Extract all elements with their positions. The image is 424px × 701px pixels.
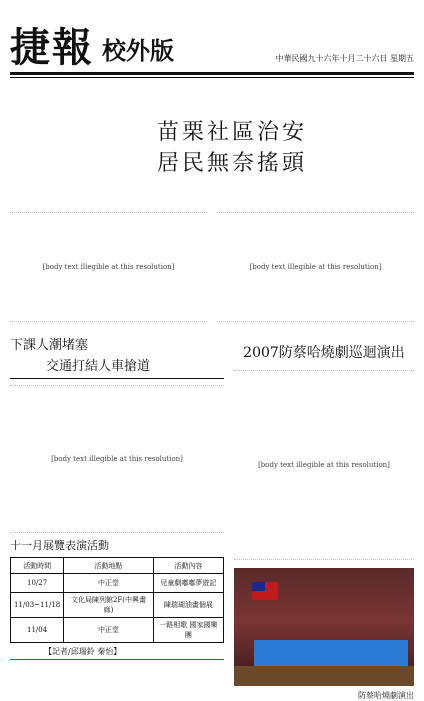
traffic-title-line2: 交通打結人車搶道 [46, 359, 151, 374]
schedule-cell: 文化局陳列館2F(中興畫廊) [64, 593, 154, 618]
masthead [10, 8, 414, 71]
masthead-rule-thin [10, 77, 414, 78]
footnote-rule [10, 659, 224, 660]
stage-floor [234, 666, 414, 686]
masthead-rule [10, 72, 414, 75]
second-section [10, 334, 414, 701]
schedule-header-content: 活動內容 [153, 558, 223, 574]
photo-caption: 防蔡哈燒劇演出 [358, 691, 414, 700]
headline-part2: 居民無奈搖頭 [156, 151, 307, 176]
schedule-table [10, 557, 224, 643]
performance-photo [234, 568, 414, 686]
lead-article [10, 212, 414, 322]
traffic-article-body: [body text illegible at this resolution] [10, 385, 224, 533]
main-headline [10, 90, 414, 202]
schedule-cell: 10/27 [11, 574, 64, 593]
schedule-cell: 11/03~11/18 [11, 593, 64, 618]
schedule-cell: 11/04 [11, 618, 64, 643]
performance-column [234, 334, 414, 701]
edition-label: 校外版 [102, 37, 174, 65]
performance-article-body: [body text illegible at this resolution] [234, 370, 414, 560]
dateline: 中華民國九十六年十月二十六日 星期五 [275, 54, 414, 63]
traffic-column [10, 334, 224, 701]
headline-part1: 苗栗社區治安 [156, 120, 307, 145]
traffic-title-rule [10, 378, 224, 379]
performance-title: 2007防蔡哈燒劇巡迴演出 [243, 345, 405, 361]
schedule-title: 十一月展覽表演活動 [10, 539, 109, 552]
newspaper-logo: 捷報 [10, 25, 94, 71]
traffic-title-line1: 下課人潮堵塞 [10, 338, 89, 353]
schedule-cell: 中正堂 [64, 574, 154, 593]
table-row [11, 593, 224, 618]
flag-icon [252, 582, 278, 600]
schedule-header-time: 活動時間 [11, 558, 64, 574]
schedule-cell: 一路相歌 國家國樂團 [153, 618, 223, 643]
stage-banner [254, 640, 408, 666]
schedule-cell: 陳瑞瑚油畫個展 [153, 593, 223, 618]
lead-article-col1: [body text illegible at this resolution] [10, 212, 207, 322]
table-row [11, 574, 224, 593]
schedule-cell: 中正堂 [64, 618, 154, 643]
schedule-footnote: 【記者/邱瑞鈴 秦怡】 [44, 647, 122, 656]
lead-article-col2: [body text illegible at this resolution] [217, 212, 414, 322]
schedule-header-place: 活動地點 [64, 558, 154, 574]
table-row [11, 618, 224, 643]
schedule-cell: 兒童劇嘟嘟夢遊記 [153, 574, 223, 593]
